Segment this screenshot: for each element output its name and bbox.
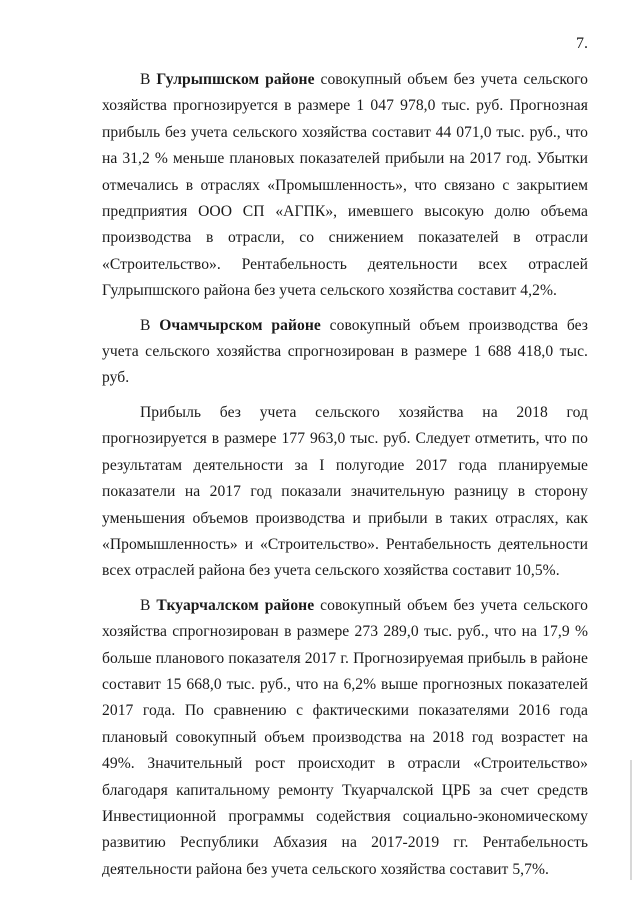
paragraph-tkuarchal bbox=[102, 593, 588, 883]
district-name-tkuarchal: Ткуарчалском районе bbox=[156, 596, 315, 614]
district-name-ochamchyra: Очамчырском районе bbox=[159, 316, 321, 334]
paragraph-text: совокупный объем без учета сельского хозяйства прогнозируется в размере 1 047 978,0 тыс. руб. Прогнозная прибыль без учета сельского хозяйства составит 44 071,0 тыс. руб., что на 31,2 % меньше плановых показателей прибыли на 2017 год. Убытки отмечались в отраслях «Промышленность», что связано с закрытием предприятия ООО СП «АГПК», имевшего высокую долю объема производства в отрасли, со снижением показателей в отрасли «Строительство». Рентабельность деятельности всех отраслей Гулрыпшского района без учета сельского хозяйства составит 4,2%. bbox=[102, 71, 589, 300]
paragraph-prefix: В bbox=[140, 71, 157, 88]
scan-edge-mark bbox=[630, 760, 632, 880]
paragraph-prefix: В bbox=[140, 596, 157, 614]
district-name-gulrypsh: Гулрыпшском районе bbox=[156, 71, 315, 88]
paragraph-text: совокупный объем без учета сельского хозяйства спрогнозирован в размере 273 289,0 тыс. руб., что на 17,9 % больше планового показателя 2017 г. Прогнозируемая прибыль в районе составит 15 668,0 тыс. руб., что на 6,2% выше прогнозных показателей 2017 года. По сравнению с фактическими показателями 2016 года плановый совокупный объем производства на 2018 год возрастет на 49%. Значительный рост происходит в отрасли «Строительство» благодаря капитальному ремонту Ткуарчалской ЦРБ за счет средств Инвестиционной программы содействия социально-экономическому развитию Республики Абхазия на 2017-2019 гг. Рентабельность деятельности района без учета сельского хозяйства составит 5,7%. bbox=[102, 596, 588, 878]
document-body bbox=[102, 67, 588, 891]
paragraph-prefix: В bbox=[140, 316, 160, 334]
paragraph-ochamchyra-profit bbox=[102, 400, 588, 585]
paragraph-text: совокупный объем производства без учета сельского хозяйства спрогнозирован в размере 1 688 418,0 тыс. руб. bbox=[102, 316, 588, 387]
page-number: 7. bbox=[576, 35, 588, 52]
paragraph-text: Прибыль без учета сельского хозяйства на 2018 год прогнозируется в размере 177 963,0 тыс. руб. Следует отметить, что по результатам деятельности за I полугодие 2017 года планируемые показатели на 2017 год показали значительную разницу в сторону уменьшения объемов производства и прибыли в таких отраслях, как «Промышленность» и «Строительство». Рентабельность деятельности всех отраслей района без учета сельского хозяйства составит 10,5%. bbox=[102, 403, 588, 580]
paragraph-gulrypsh bbox=[102, 67, 588, 305]
paragraph-ochamchyra bbox=[102, 313, 588, 392]
